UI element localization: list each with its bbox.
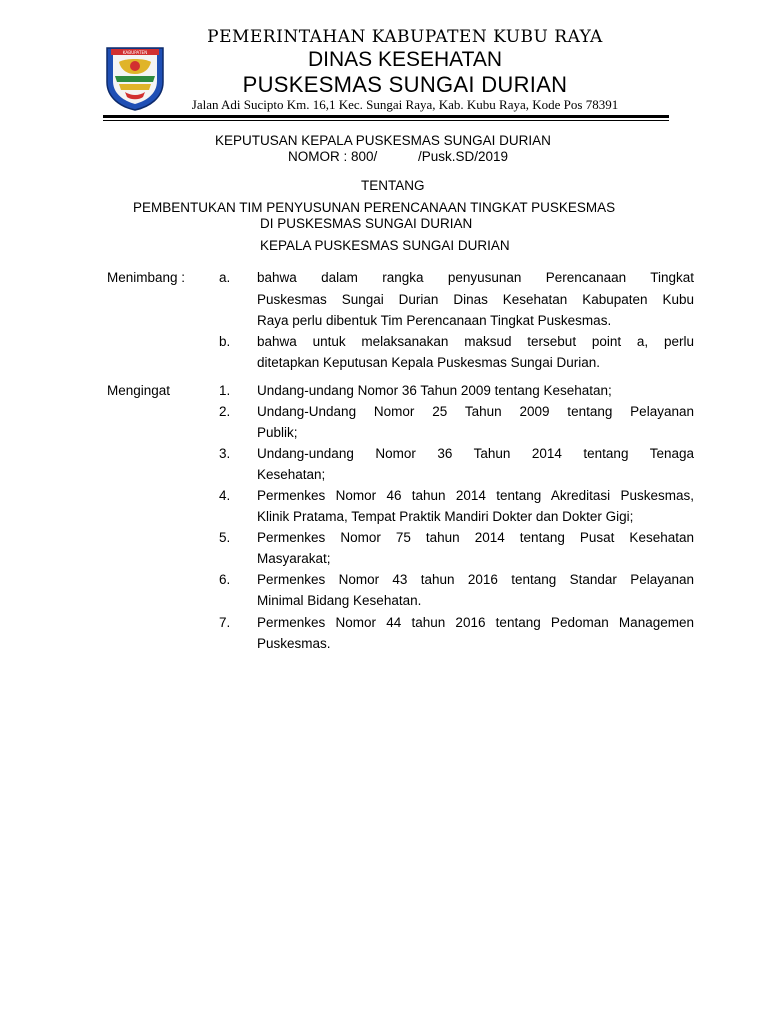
list-marker: 4. xyxy=(219,488,231,503)
government-name: PEMERINTAHAN KABUPATEN KUBU RAYA xyxy=(207,27,603,47)
list-item-line: Puskesmas. xyxy=(257,636,331,651)
facility-name: PUSKESMAS SUNGAI DURIAN xyxy=(242,72,568,97)
mengingat-label: Mengingat xyxy=(107,383,171,398)
list-item-line: Puskesmas Sungai Durian Dinas Kesehatan Kabupaten Kubu xyxy=(257,292,694,307)
list-item-line: Undang-Undang Nomor 25 Tahun 2009 tentang Pelayanan xyxy=(257,404,694,419)
list-marker: 6. xyxy=(219,572,231,587)
list-marker: b. xyxy=(219,334,231,349)
tentang-heading: TENTANG xyxy=(361,178,425,193)
address-line: Jalan Adi Sucipto Km. 16,1 Kec. Sungai Raya, Kab. Kubu Raya, Kode Pos 78391 xyxy=(191,97,619,112)
list-item-line: Permenkes Nomor 43 tahun 2016 tentang Standar Pelayanan xyxy=(257,572,694,587)
list-item-line: Permenkes Nomor 44 tahun 2016 tentang Pedoman Managemen xyxy=(257,615,694,630)
list-marker: 7. xyxy=(219,615,231,630)
list-item-line: Masyarakat; xyxy=(257,551,331,566)
list-item-line: Minimal Bidang Kesehatan. xyxy=(257,593,422,608)
issuer-heading: KEPALA PUSKESMAS SUNGAI DURIAN xyxy=(260,238,510,253)
list-item-line: ditetapkan Keputusan Kepala Puskesmas Sungai Durian. xyxy=(257,355,600,370)
letterhead-divider-thick xyxy=(103,115,669,118)
list-item-line: Raya perlu dibentuk Tim Perencanaan Tingkat Puskesmas. xyxy=(257,313,612,328)
subject-line-2: DI PUSKESMAS SUNGAI DURIAN xyxy=(260,216,473,231)
list-marker: 1. xyxy=(219,383,231,398)
agency-name: DINAS KESEHATAN xyxy=(307,48,503,71)
decree-number-suffix: /Pusk.SD/2019 xyxy=(418,149,509,164)
list-marker: 3. xyxy=(219,446,231,461)
subject-line-1: PEMBENTUKAN TIM PENYUSUNAN PERENCANAAN TINGKAT PUSKESMAS xyxy=(133,200,616,215)
list-marker: 2. xyxy=(219,404,231,419)
list-item-line: bahwa dalam rangka penyusunan Perencanaan Tingkat xyxy=(257,270,694,285)
list-item-line: Klinik Pratama, Tempat Praktik Mandiri Dokter dan Dokter Gigi; xyxy=(257,509,634,524)
list-item-line: bahwa untuk melaksanakan maksud tersebut point a, perlu xyxy=(257,334,694,349)
list-item-line: Undang-undang Nomor 36 Tahun 2009 tentang Kesehatan; xyxy=(257,383,612,398)
menimbang-label: Menimbang : xyxy=(107,270,186,285)
decree-number-label: NOMOR : 800/ xyxy=(288,149,378,164)
svg-text:KABUPATEN: KABUPATEN xyxy=(122,50,148,55)
decree-title: KEPUTUSAN KEPALA PUSKESMAS SUNGAI DURIAN xyxy=(215,133,551,148)
list-item-line: Undang-undang Nomor 36 Tahun 2014 tentang Tenaga xyxy=(257,446,694,461)
list-marker: 5. xyxy=(219,530,231,545)
list-item-line: Publik; xyxy=(257,425,298,440)
list-item-line: Kesehatan; xyxy=(257,467,326,482)
letterhead-divider-thin xyxy=(103,120,669,121)
list-item-line: Permenkes Nomor 46 tahun 2014 tentang Akreditasi Puskesmas, xyxy=(257,488,694,503)
list-item-line: Permenkes Nomor 75 tahun 2014 tentang Pusat Kesehatan xyxy=(257,530,694,545)
list-marker: a. xyxy=(219,270,231,285)
